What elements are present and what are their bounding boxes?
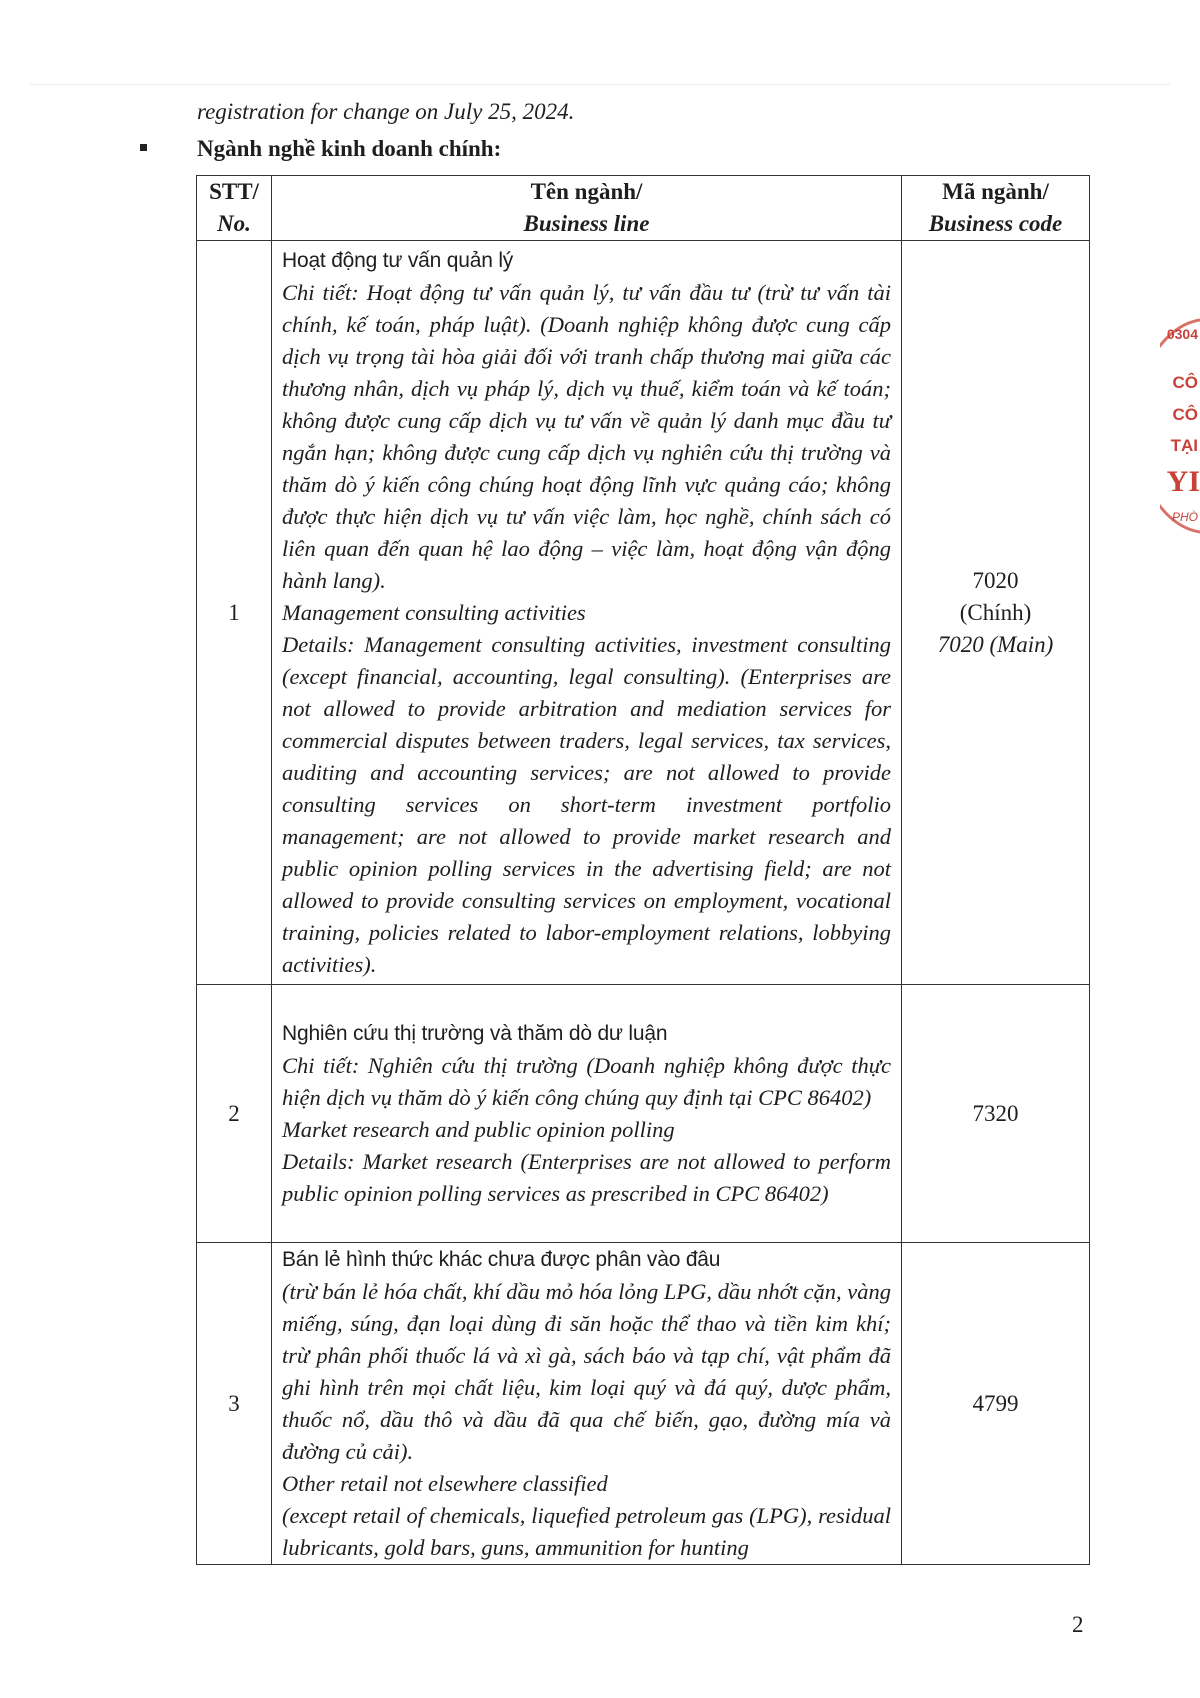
business-line-cell bbox=[272, 241, 902, 985]
business-code-cell bbox=[902, 985, 1090, 1243]
stamp-text: TẠI bbox=[1170, 436, 1198, 455]
code-value: 7320 bbox=[972, 1100, 1019, 1126]
business-line-cell bbox=[272, 1243, 902, 1565]
line-details-en: (except retail of chemicals, liquefied petroleum gas (LPG), residual lubricants, gold bars, guns, ammunition for hunting bbox=[282, 1502, 891, 1560]
business-lines-table bbox=[196, 175, 1090, 1565]
intro-line: registration for change on July 25, 2024. bbox=[197, 99, 575, 124]
stamp-text: PHÒ bbox=[1171, 510, 1198, 524]
row-number: 3 bbox=[197, 1243, 272, 1565]
bullet-icon bbox=[140, 144, 147, 151]
header-code-en: Business code bbox=[928, 211, 1063, 236]
header-business-line bbox=[272, 176, 902, 241]
line-details-en: Details: Management consulting activities, investment consulting (except financial, accounting, legal consulting). (Enterprises are not allowed to provide arbitration and mediation services for commercial disputes between traders, legal services, tax services, auditing and accounting services; are not allowed to provide consulting services on short-term investment portfolio management; are not allowed to provide market research and public opinion polling services in the advertising field; are not allowed to provide consulting services on employment, vocational training, policies related to labor-employment relations, lobbying activities). bbox=[282, 631, 891, 977]
table-row bbox=[197, 1243, 1090, 1565]
section-title: Ngành nghề kinh doanh chính: bbox=[197, 136, 502, 161]
stamp-text: 0304 bbox=[1166, 326, 1198, 342]
code-value: 4799 bbox=[972, 1390, 1019, 1416]
line-name-vi: Nghiên cứu thị trường và thăm dò dư luận bbox=[282, 1021, 668, 1045]
line-name-vi: Bán lẻ hình thức khác chưa được phân vào đâu bbox=[282, 1247, 721, 1271]
line-details-en: Details: Market research (Enterprises are not allowed to perform public opinion polling services as prescribed in CPC 86402) bbox=[282, 1148, 891, 1206]
line-name-en: Market research and public opinion polling bbox=[282, 1116, 675, 1142]
table-header-row bbox=[197, 176, 1090, 241]
header-no-vi: STT/ bbox=[209, 179, 259, 204]
line-name-en: Other retail not elsewhere classified bbox=[282, 1470, 608, 1496]
code-main-vi: (Chính) bbox=[959, 599, 1032, 625]
table-row bbox=[197, 241, 1090, 985]
business-line-cell bbox=[272, 985, 902, 1243]
header-no-en: No. bbox=[217, 211, 251, 236]
stamp-text: CÔ bbox=[1172, 373, 1198, 392]
code-main-en: 7020 (Main) bbox=[937, 631, 1054, 657]
page-number: 2 bbox=[1072, 1612, 1084, 1637]
stamp-text: YI bbox=[1166, 465, 1200, 498]
line-name-vi: Hoạt động tư vấn quản lý bbox=[282, 248, 514, 272]
code-value: 7020 bbox=[972, 567, 1019, 593]
header-business-code bbox=[902, 176, 1090, 241]
header-line-en: Business line bbox=[523, 211, 650, 236]
table-row bbox=[197, 985, 1090, 1243]
header-line-vi: Tên ngành/ bbox=[530, 179, 643, 204]
header-code-vi: Mã ngành/ bbox=[942, 179, 1049, 204]
row-number: 1 bbox=[197, 241, 272, 985]
scan-edge-line bbox=[30, 84, 1170, 85]
line-name-en: Management consulting activities bbox=[282, 599, 586, 625]
company-stamp bbox=[1160, 318, 1200, 538]
header-no bbox=[197, 176, 272, 241]
line-details-vi: (trừ bán lẻ hóa chất, khí dầu mỏ hóa lỏng LPG, dầu nhớt cặn, vàng miếng, súng, đạn loại dùng đi săn hoặc thể thao và tiền kim khí; trừ phân phối thuốc lá và xì gà, sách báo và tạp chí, vật phẩm đã ghi hình trên mọi chất liệu, kim loại quý và đá quý, dược phẩm, thuốc nổ, dầu thô và dầu đã qua chế biến, gạo, đường mía và đường củ cải). bbox=[282, 1278, 891, 1464]
stamp-text: CÔ bbox=[1172, 405, 1198, 424]
row-number: 2 bbox=[197, 985, 272, 1243]
stamp-ring bbox=[1160, 318, 1200, 534]
business-code-cell bbox=[902, 241, 1090, 985]
line-details-vi: Chi tiết: Nghiên cứu thị trường (Doanh nghiệp không được thực hiện dịch vụ thăm dò ý kiến công chúng quy định tại CPC 86402) bbox=[282, 1052, 891, 1110]
business-code-cell bbox=[902, 1243, 1090, 1565]
line-details-vi: Chi tiết: Hoạt động tư vấn quản lý, tư vấn đầu tư (trừ tư vấn tài chính, kế toán, pháp luật). (Doanh nghiệp không được cung cấp dịch vụ trọng tài hòa giải đối với tranh chấp thương mai giữa các thương nhân, dịch vụ pháp lý, dịch vụ thuế, kiểm toán và kế toán; không được cung cấp dịch vụ tư vấn về quản lý danh mục đầu tư ngắn hạn; không được cung cấp dịch vụ nghiên cứu thị trường và thăm dò ý kiến công chúng hoạt động lĩnh vực quảng cáo; không được thực hiện dịch vụ tư vấn việc làm, học nghề, chính sách có liên quan đến quan hệ lao động – việc làm, hoạt động vận động hành lang). bbox=[282, 279, 891, 593]
